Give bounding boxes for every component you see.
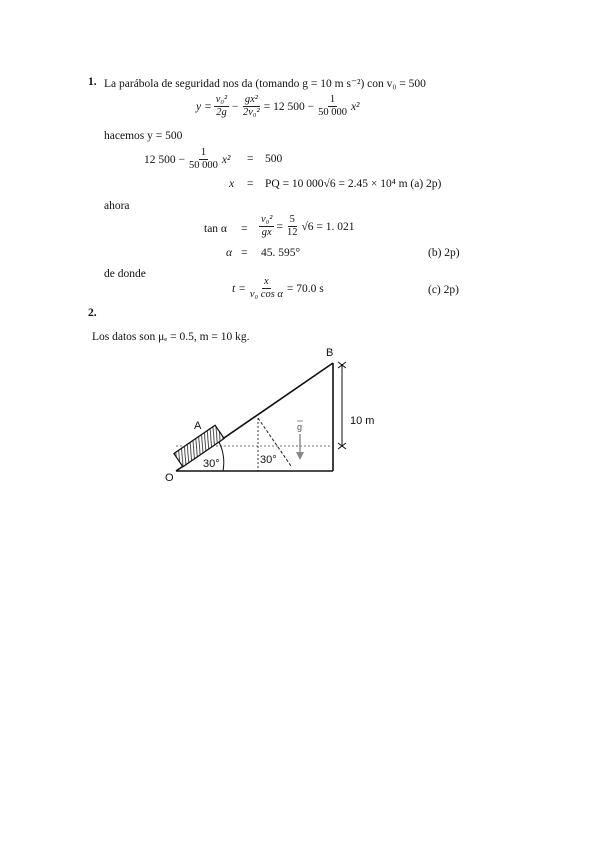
angle-label-mid: 30° — [260, 454, 277, 466]
label-o: O — [165, 472, 174, 484]
eq6-lhs: t = — [232, 282, 246, 295]
label-a: A — [194, 420, 202, 432]
eq2-rhs: 500 — [265, 153, 283, 165]
eq1-mid: = 12 500 − — [263, 100, 315, 113]
eq6-f-den: v₀ cos α — [249, 289, 283, 300]
de-donde-text: de donde — [104, 268, 146, 280]
eq4-f1-den: gx — [261, 227, 272, 238]
eq3-rhs: PQ = 10 000√6 = 2.45 × 10⁴ m (a) 2p) — [265, 178, 442, 190]
problem-1-intro: La parábola de seguridad nos da (tomando g = 10 m s⁻²) con v₀ = 500 — [104, 78, 426, 90]
eq4-mid: = — [276, 220, 283, 233]
label-b: B — [326, 347, 334, 359]
eq1-f2-num: gx² — [244, 94, 258, 105]
problem-2-number: 2. — [88, 307, 97, 319]
eq3-lhs: x — [229, 178, 235, 190]
eq4-f1-num: v₀² — [261, 214, 273, 225]
eq1-minus: − — [231, 100, 239, 113]
eq2-equals: = — [247, 153, 254, 165]
angle-arc — [219, 442, 224, 471]
eq2-lhs: 12 500 − — [144, 153, 185, 166]
eq2-x2: x² — [221, 153, 231, 166]
eq1-tail: x² — [350, 100, 360, 113]
eq4-lhs: tan α — [204, 223, 227, 235]
angle-label-left: 30° — [203, 458, 220, 470]
eq1-f2-den: 2v₀² — [242, 107, 260, 118]
eq4-f2-num: 5 — [289, 214, 295, 225]
problem-2-intro: Los datos son μₑ = 0.5, m = 10 kg. — [92, 331, 250, 343]
eq5-rhs: 45. 595° — [261, 247, 301, 259]
eq1-f3-num: 1 — [329, 94, 336, 105]
eq4-f2-den: 12 — [286, 227, 298, 238]
gravity-arrow-head — [296, 452, 304, 460]
hacemos-text: hacemos y = 500 — [104, 130, 183, 142]
eq6-f-num: x — [264, 276, 269, 287]
ahora-text: ahora — [104, 200, 130, 212]
problem-1-number: 1. — [88, 76, 97, 88]
eq1-lhs: y = — [196, 100, 212, 113]
eq1-f3-den: 50 000 — [318, 107, 347, 118]
eq1-f1-den: 2g — [216, 107, 227, 118]
eq6-rhs: = 70.0 s — [286, 282, 324, 295]
eq1-f1-num: v₀² — [215, 94, 228, 105]
height-label: 10 m — [350, 415, 375, 427]
eq2-f-den: 50 000 — [189, 160, 218, 171]
eq5-equals: = — [241, 247, 248, 259]
eq4-tail: √6 = 1. 021 — [301, 220, 355, 233]
eq2-f-num: 1 — [200, 147, 207, 158]
eq5-lhs: α — [226, 247, 233, 259]
eq6-label: (c) 2p) — [428, 284, 459, 296]
eq3-equals: = — [247, 178, 254, 190]
eq5-label: (b) 2p) — [428, 247, 460, 259]
g-label: g — [297, 422, 303, 432]
eq4-equals: = — [241, 223, 248, 235]
